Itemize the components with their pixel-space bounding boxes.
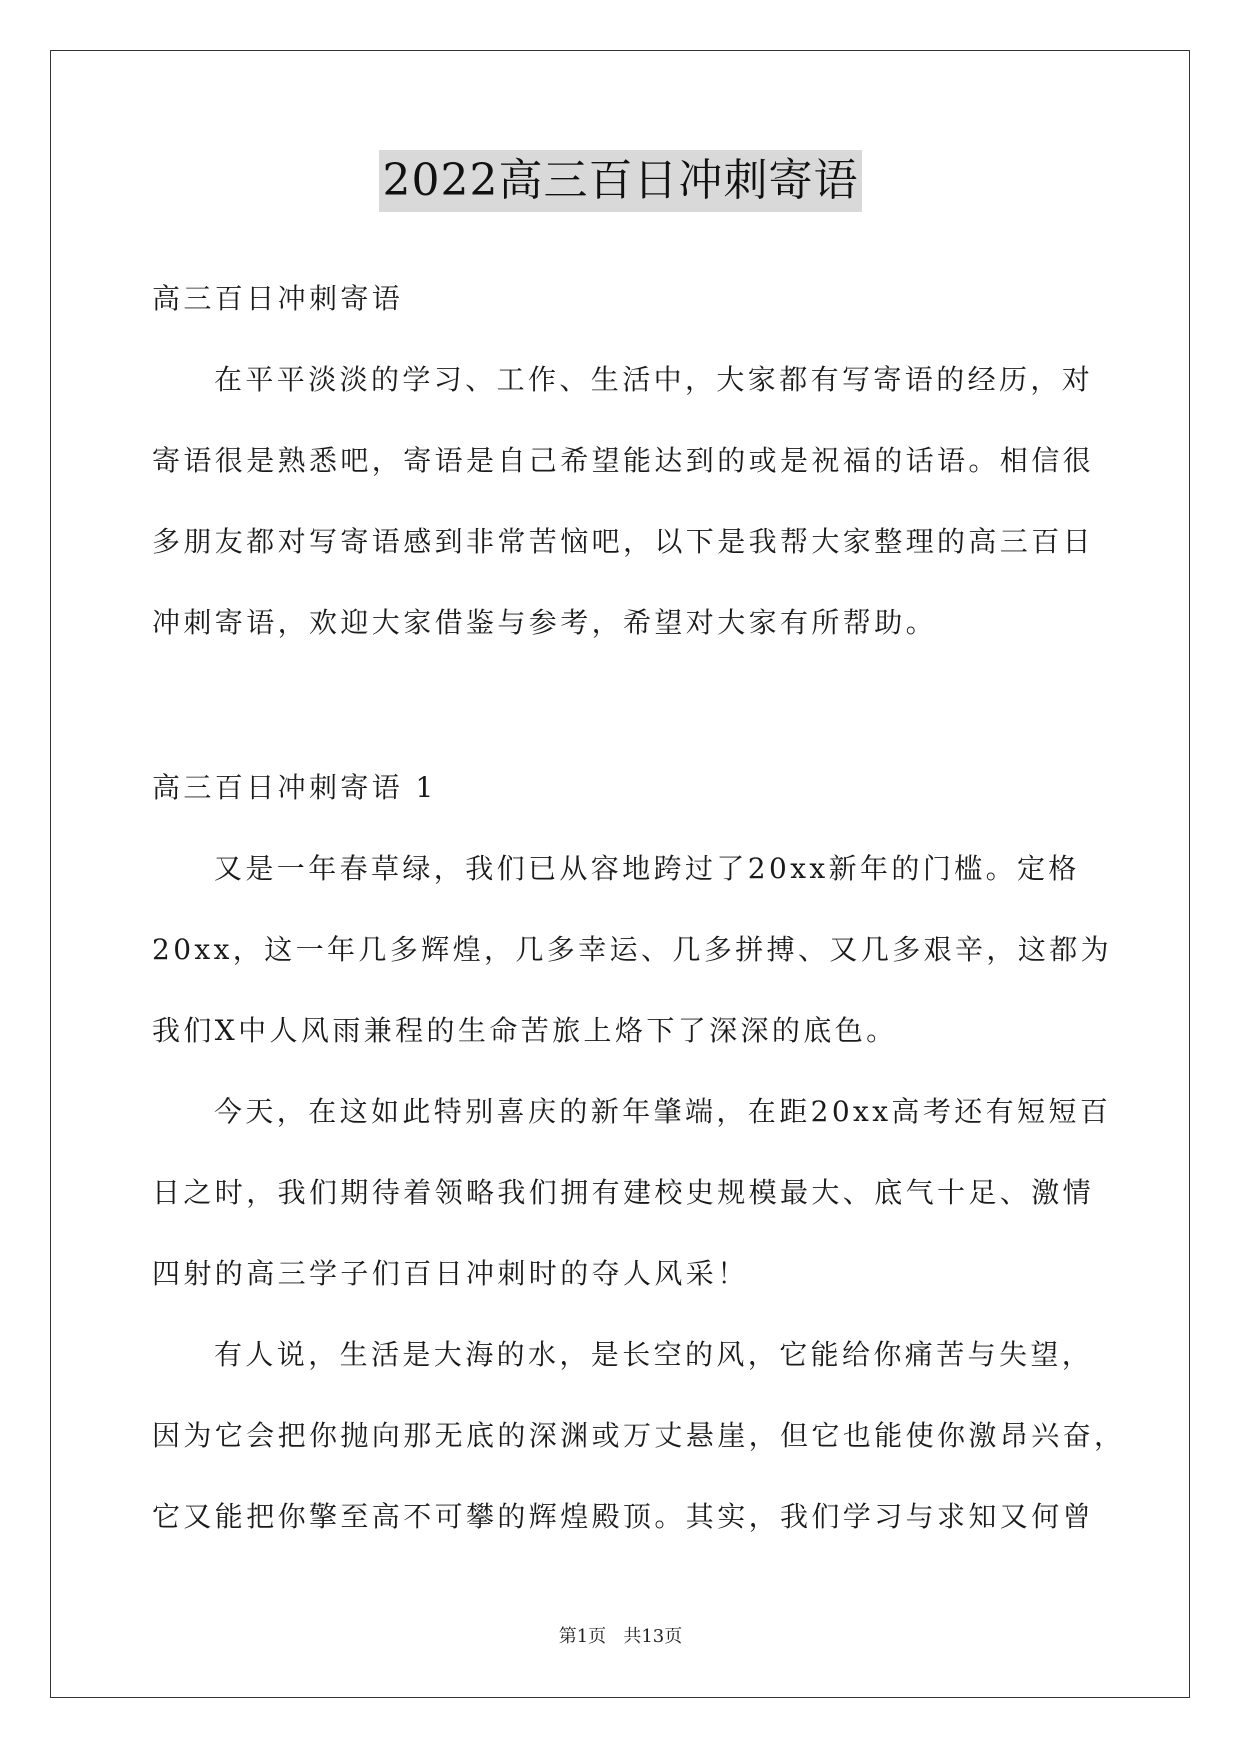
intro-line-2: 寄语很是熟悉吧，寄语是自己希望能达到的或是祝福的话语。相信很 <box>152 444 1095 477</box>
para2-line-3: 四射的高三学子们百日冲刺时的夺人风采！ <box>152 1257 749 1290</box>
para1-line-1: 又是一年春草绿，我们已从容地跨过了20xx新年的门槛。定格 <box>214 852 1080 885</box>
para1-line-2: 20xx，这一年几多辉煌，几多幸运、几多拼搏、又几多艰辛，这都为 <box>152 933 1113 966</box>
paragraph-gap <box>152 663 1100 747</box>
intro-line-4: 冲刺寄语，欢迎大家借鉴与参考，希望对大家有所帮助。 <box>152 606 938 639</box>
title-container <box>0 150 1241 212</box>
para2-line-1: 今天，在这如此特别喜庆的新年肇端，在距20xx高考还有短短百 <box>214 1095 1112 1128</box>
document-body <box>152 258 1126 1557</box>
intro-line-1: 在平平淡淡的学习、工作、生活中，大家都有写寄语的经历，对 <box>214 363 1094 396</box>
intro-line-3: 多朋友都对写寄语感到非常苦恼吧，以下是我帮大家整理的高三百日 <box>152 525 1095 558</box>
section-heading: 高三百日冲刺寄语 1 <box>152 771 437 804</box>
para3-line-1: 有人说，生活是大海的水，是长空的风，它能给你痛苦与失望， <box>214 1338 1094 1371</box>
subtitle: 高三百日冲刺寄语 <box>152 282 404 315</box>
page-number-footer: 第1页 共13页 <box>558 1626 683 1647</box>
para3-line-3: 它又能把你擎至高不可攀的辉煌殿顶。其实，我们学习与求知又何曾 <box>152 1500 1095 1533</box>
para2-line-2: 日之时，我们期待着领略我们拥有建校史规模最大、底气十足、激情 <box>152 1176 1095 1209</box>
para3-line-2: 因为它会把你抛向那无底的深渊或万丈悬崖，但它也能使你激昂兴奋， <box>152 1419 1126 1452</box>
document-title: 2022高三百日冲刺寄语 <box>379 150 863 212</box>
para1-line-3: 我们X中人风雨兼程的生命苦旅上烙下了深深的底色。 <box>152 1014 898 1047</box>
